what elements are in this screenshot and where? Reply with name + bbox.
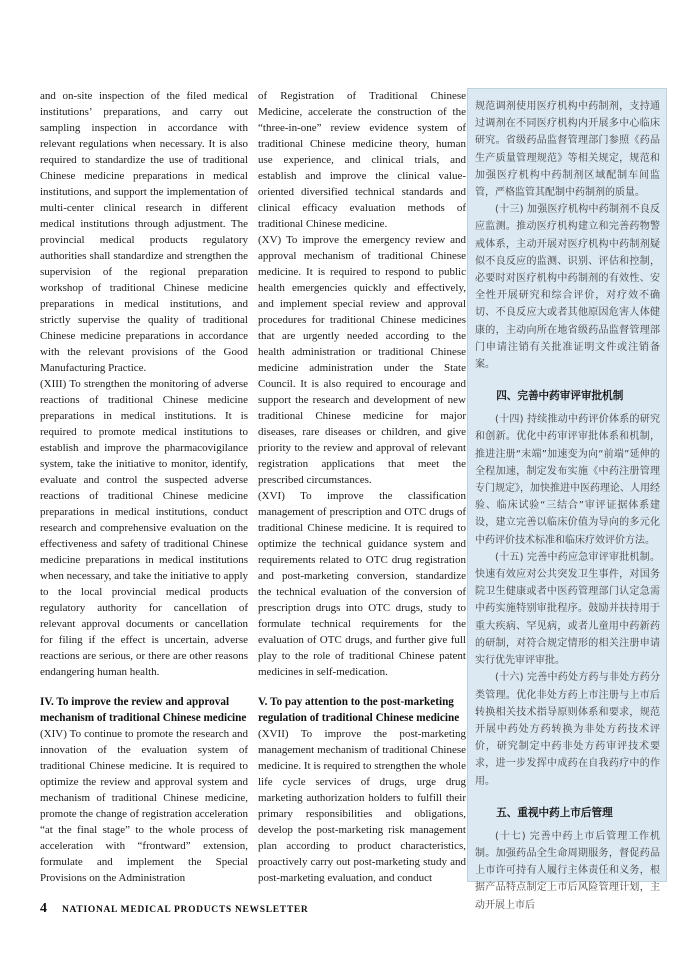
cn-paragraph-continuation: 规范调剂使用医疗机构中药制剂，支持通过调剂在不同医疗机构内开展多中心临床研究。省级药品监督管理部门参照《药品生产质量管理规范》等相关规定，规范和加强医疗机构中药制剂区域配制车间监管，严格监管其配制中药制剂的质量。 xyxy=(475,101,660,199)
section-heading-iv: IV. To improve the review and approval mechanism of traditional Chinese medicine xyxy=(40,696,247,724)
cn-section-heading-4: 四、完善中药审评审批机制 xyxy=(496,390,624,403)
paragraph-xiii: (XIII) To strengthen the monitoring of adverse reactions of traditional Chinese medicine preparations in medical institutions. It is required to promote medical institutions to establish and improve the pharmacovigilance system, take the initiative to monitor, identify, evaluate and control the suspected adverse reactions of traditional Chinese medicine preparations in medical institutions, conduct research and comprehensive evaluation on the effectiveness and safety of traditional Chinese medicine preparations in medical institutions when necessary, and take the initiative to apply to the local provincial medical products regulatory authority for cancellation of relevant approval documents or cancellation for filing if the effect is uncertain, adverse reactions are serious, or there are other reasons endangering human health. xyxy=(40,378,248,678)
paragraph-continuation-left: and on-site inspection of the filed medical institutions’ preparations, and carry out sampling inspection in accordance with relevant regulations when necessary. It is also required to standardize the use of traditional Chinese medicine preparations in medical institutions, and support the implementation of multi-center clinical research in different medical institutions through adjustment. The provincial medical products regulatory authorities shall standardize and strengthen the supervision of the regional preparation workshop of traditional Chinese medicine preparations in medical institutions, and strictly supervise the quality of traditional Chinese medicine preparations in accordance with the relevant provisions of the Good Manufacturing Practice. xyxy=(40,90,248,374)
paragraph-continuation-middle: of Registration of Traditional Chinese Medicine, accelerate the construction of the “three-in-one” review evidence system of traditional Chinese medicine theory, human use experience, and clinical trials, and establish and improve the clinical value-oriented diversified technical standards and clinical efficacy evaluation methods of traditional Chinese medicine. xyxy=(258,90,466,230)
column-middle xyxy=(258,88,466,886)
cn-paragraph-13: (十三) 加强医疗机构中药制剂不良反应监测。推动医疗机构建立和完善药物警戒体系，主动开展对医疗机构中药制剂疑似不良反应的监测、识别、评估和控制，必要时对医疗机构中药制剂的有效性、安全性开展研究和综合评价，对疗效不确切、不良反应大或者其他原因危害人体健康的，主动向所在地省级药品监督管理部门申请注销有关批准证明文件或注销备案。 xyxy=(475,204,660,371)
cn-paragraph-16: (十六) 完善中药处方药与非处方药分类管理。优化非处方药上市注册与上市后转换相关技术指导原则体系和要求，规范开展中药处方药转换为非处方药技术评价，研究制定中药非处方药审评技术要求，进一步发挥中成药在自我药疗中的作用。 xyxy=(475,672,660,787)
chinese-translation-box xyxy=(467,88,667,911)
cn-paragraph-17: (十七) 完善中药上市后管理工作机制。加强药品全生命周期服务，督促药品上市许可持有人履行主体责任和义务，根据产品特点制定上市后风险管理计划，主动开展上市后 xyxy=(475,830,660,911)
page-number: 4 xyxy=(40,901,47,916)
cn-paragraph-15: (十五) 完善中药应急审评审批机制。快速有效应对公共突发卫生事件，对国务院卫生健康或者中医药管理部门认定急需中药实施特别审批程序。鼓励并扶持用于重大疾病、罕见病，或者儿童用中药新药的研制，对符合规定情形的相关注册申请实行优先审评审批。 xyxy=(475,551,660,667)
paragraph-xvi: (XVI) To improve the classification management of prescription and OTC drugs of traditional Chinese medicine. It is required to optimize the technical guidance system and requirements related to OTC drug registration and post-marketing conversion, standardize the technical evaluation of the conversion of prescription drugs into OTC drugs, study to formulate technical requirements for the evaluation of OTC drugs, and further give full play to the role of traditional Chinese patent medicines in self-medication. xyxy=(258,490,466,678)
publication-name: NATIONAL MEDICAL PRODUCTS NEWSLETTER xyxy=(62,905,309,915)
paragraph-xvii: (XVII) To improve the post-marketing management mechanism of traditional Chinese medicine. It is required to strengthen the whole life cycle services of drugs, urge drug marketing authorization holders to fulfill their primary responsibilities and obligations, develop the post-marketing risk management plan according to product characteristics, proactively carry out post-marketing study and post-marketing evaluation, and conduct xyxy=(258,728,466,884)
column-left xyxy=(40,88,248,886)
cn-section-heading-5: 五、重视中药上市后管理 xyxy=(496,806,613,819)
cn-paragraph-14: (十四) 持续推动中药评价体系的研究和创新。优化中药审评审批体系和机制，推进注册“末端”加速变为向“前端”延伸的全程加速，制定发布实施《中药注册管理专门规定》，加快推进中医药理论、人用经验、临床试验“三结合”审评证据体系建设，建立完善以临床价值为导向的多元化中药评价技术标准和临床疗效评价方法。 xyxy=(475,414,660,546)
section-heading-v: V. To pay attention to the post-marketing regulation of traditional Chinese medicine xyxy=(258,696,460,724)
paragraph-xiv: (XIV) To continue to promote the research and innovation of the evaluation system of traditional Chinese medicine. It is required to optimize the review and approval system and mechanism of traditional Chinese medicine, promote the change of registration acceleration “at the final stage” to the whole process of acceleration with “frontward” extension, formulate and implement the Special Provisions on the Administration xyxy=(40,728,248,884)
paragraph-xv: (XV) To improve the emergency review and approval mechanism of traditional Chinese medicine. It is required to respond to public health emergencies quickly and effectively, and implement special review and approval procedures for traditional Chinese medicines that are urgently needed according to the health administration or traditional Chinese medicine administration under the State Council. It is also required to encourage and support the research and development of new traditional Chinese medicine for major diseases, rare diseases or children, and give priority to the review and approval of relevant registration applications that meet the prescribed circumstances. xyxy=(258,234,466,486)
page-footer xyxy=(40,901,308,917)
